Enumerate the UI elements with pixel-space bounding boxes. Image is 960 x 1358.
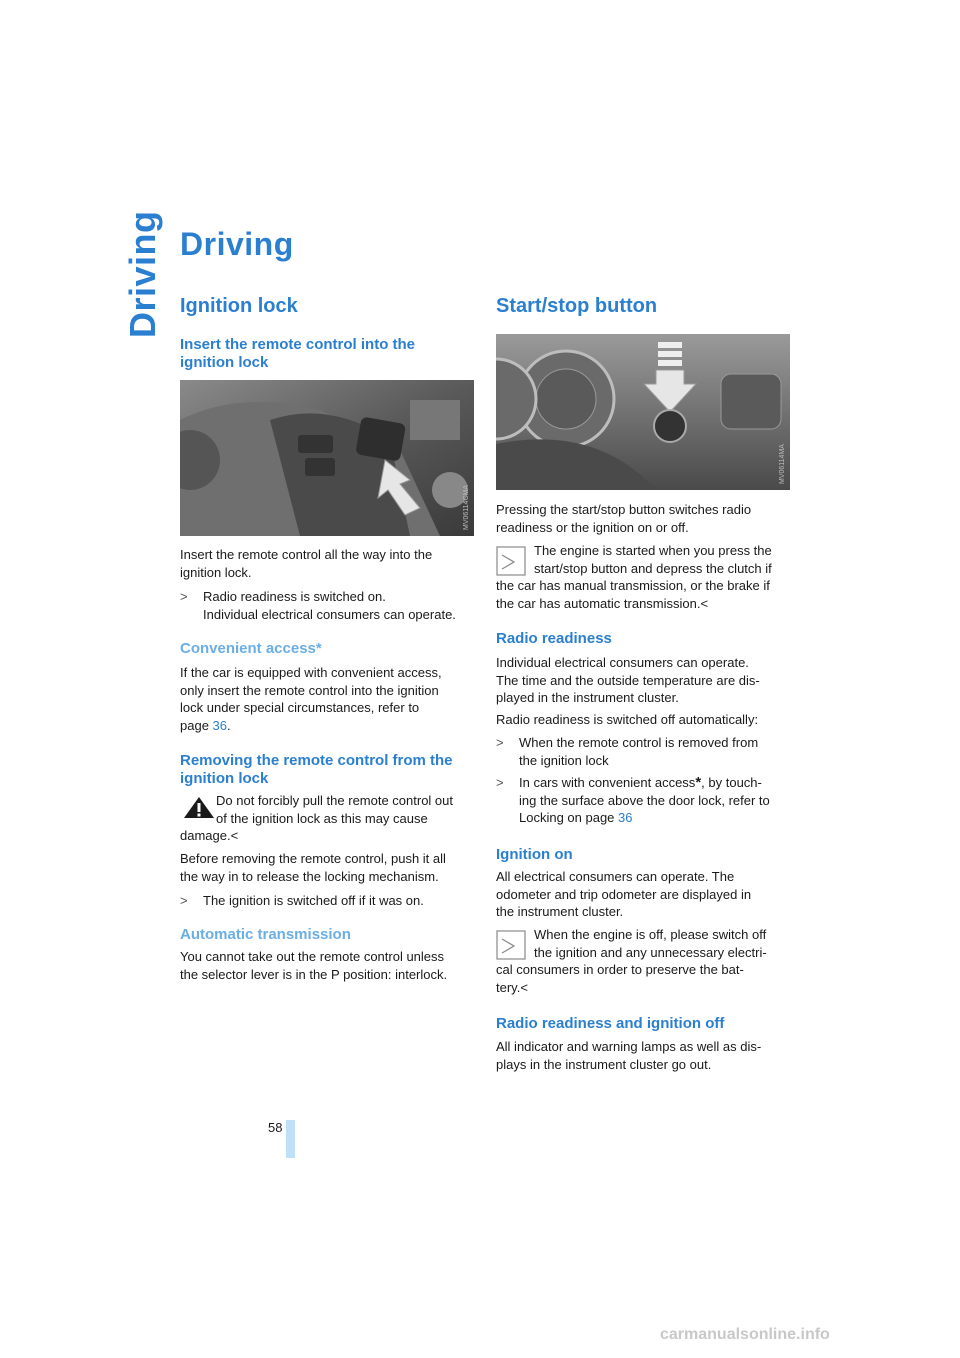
ignition-on-text: All electrical consumers can operate. The odometer and trip odometer are displayed in the instrument cluster. <box>496 869 752 919</box>
page-link[interactable]: 36 <box>212 717 228 733</box>
page-number-bar <box>286 1120 295 1158</box>
engine-start-note: The engine is started when you press the start/stop button and depress the clutch if the car has manual transmission, or the brake if the car has automatic transmission.< <box>496 543 772 611</box>
page-title: Driving <box>180 226 294 262</box>
bullet-remote-removed: > When the remote control is removed from the ignition lock <box>496 735 759 768</box>
side-tab: Driving <box>122 210 163 338</box>
warning-note: Do not forcibly pull the remote control out of the ignition lock as this may cause damage.< <box>180 793 454 843</box>
radio-readiness-text: Individual electrical consumers can operate. The time and the outside temperature are dis- played in the instrument cluster. Radio readiness is switched off automatically: <box>496 655 760 727</box>
svg-text:MV06114CMA: MV06114CMA <box>463 484 470 530</box>
heading-ignition-lock: Ignition lock <box>180 295 298 317</box>
heading-radio-readiness-ignition-off: Radio readiness and ignition off <box>496 1015 725 1032</box>
before-removing-text: Before removing the remote control, push it all the way in to release the locking mechanism. <box>180 851 446 884</box>
heading-ignition-on: Ignition on <box>496 846 573 863</box>
svg-text:MV06114MA: MV06114MA <box>779 444 786 484</box>
heading-removing: Removing the remote control from the ignition lock <box>180 752 453 787</box>
heading-start-stop: Start/stop button <box>496 295 658 317</box>
engine-off-note: When the engine is off, please switch off the ignition and any unnecessary electri- cal consumers in order to preserve the bat- tery.< <box>496 927 767 995</box>
bullet-radio-on: > Radio readiness is switched on. Individual electrical consumers can operate. <box>180 589 456 622</box>
heading-radio-readiness: Radio readiness <box>496 630 612 647</box>
footer-watermark: carmanualsonline.info <box>660 1326 830 1343</box>
heading-convenient-access: Convenient access* <box>180 640 322 657</box>
bullet-ignition-off: > The ignition is switched off if it was on. <box>180 893 424 908</box>
insert-text: Insert the remote control all the way into the ignition lock. <box>180 547 433 580</box>
ignition-off-text: All indicator and warning lamps as well as dis- plays in the instrument cluster go out. <box>496 1039 762 1072</box>
page-number: 58 <box>268 1120 283 1135</box>
automatic-text: You cannot take out the remote control unless the selector lever is in the P position: interlock. <box>180 949 448 982</box>
heading-insert-remote: Insert the remote control into the ignition lock <box>180 336 416 371</box>
pressing-text: Pressing the start/stop button switches radio readiness or the ignition on or off. <box>496 502 752 535</box>
convenient-text: If the car is equipped with convenient access, only insert the remote control into the ignition lock under special circumstances, refer to page 36. <box>180 665 442 733</box>
start-stop-photo <box>496 334 790 490</box>
steering-wheel-ignition-photo <box>180 380 474 536</box>
bullet-convenient-access: > In cars with convenient access*, by touch- ing the surface above the door lock, refer to Locking on page 36 <box>496 774 770 825</box>
page-link[interactable]: 36 <box>618 810 633 825</box>
heading-automatic-transmission: Automatic transmission <box>180 926 351 943</box>
